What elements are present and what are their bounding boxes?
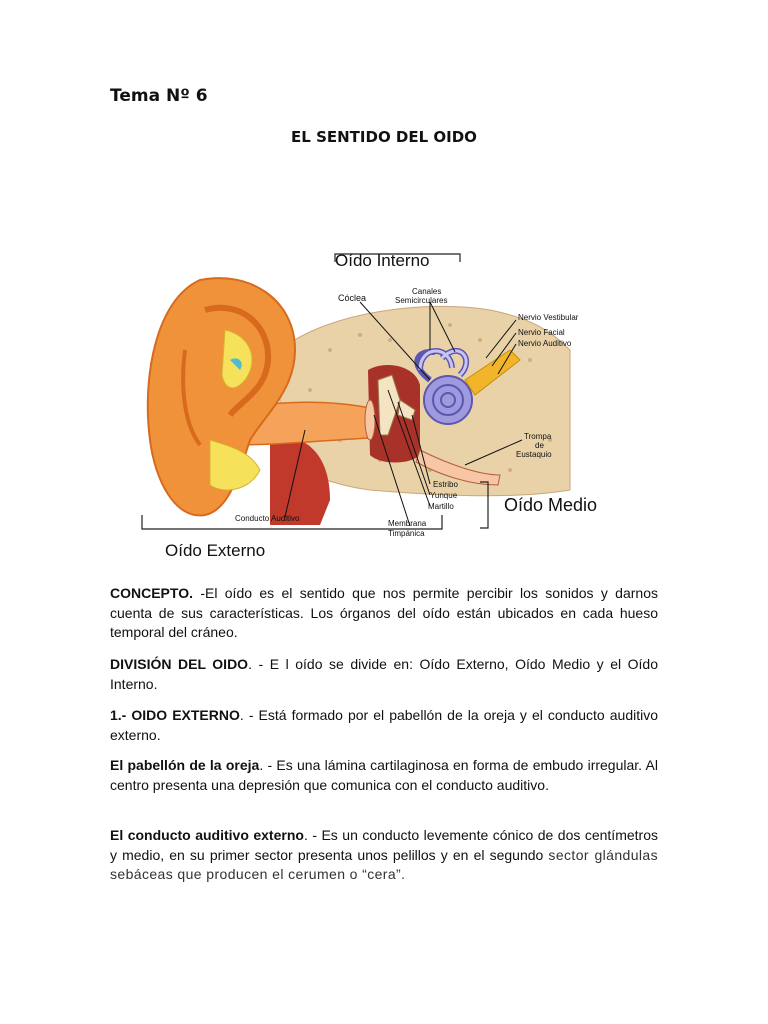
page-title: EL SENTIDO DEL OIDO [291,128,477,146]
paragraph-conducto [110,826,658,885]
label-membrana: Membrana [388,519,427,528]
paragraph-heading: 1.- OIDO EXTERNO [110,707,240,723]
paragraph-text: . - Es una lámina cartilaginosa en forma de embudo irregular. Al centro presenta una depresión que comunica con el conducto auditivo. [110,757,658,793]
paragraph-heading: El conducto auditivo externo [110,827,304,843]
paragraph-text: . - Está formado por el pabellón de la oreja y el conducto auditivo externo. [110,707,658,743]
label-nervio-vestibular: Nervio Vestibular [518,313,579,322]
paragraph-heading: El pabellón de la oreja [110,757,260,773]
label-oido-interno: Oído Interno [335,251,430,270]
paragraph-heading: DIVISIÓN DEL OIDO [110,656,249,672]
label-nervio-facial: Nervio Facial [518,328,565,337]
paragraph-text: . - E l oído se divide en: Oído Externo, Oído Medio y el Oído Interno. [110,656,659,692]
paragraph-division [110,655,658,694]
paragraph-heading: CONCEPTO. [110,585,193,601]
label-eustaquio: Eustaquio [516,450,552,459]
paragraph-oido-externo [110,706,658,745]
label-martillo: Martillo [428,502,454,511]
cochlea [424,376,472,424]
label-semicirculares: Semicirculares [395,296,448,305]
ear-anatomy-diagram [130,240,640,570]
label-coclea: Cóclea [338,293,367,303]
label-conducto-auditivo: Conducto Auditivo [235,514,300,523]
paragraph-text: . - Es un conducto levemente cónico de dos centímetros y medio, en su primer sector presenta unos pelillos y en el segundo [110,827,658,863]
label-timpanica: Timpánica [388,529,425,538]
label-nervio-auditivo: Nervio Auditivo [518,339,572,348]
paragraph-concepto [110,584,658,643]
label-canales: Canales [412,287,442,296]
paragraph-text-continued: sector glándulas sebáceas que producen el cerumen o “cera”. [110,846,658,882]
label-yunque: Yunque [430,491,458,500]
label-oido-medio: Oído Medio [504,495,598,515]
paragraph-text: -El oído es el sentido que nos permite percibir los sonidos y darnos cuenta de sus características. Los órganos del oído están ubicados en cada hueso temporal del cráneo. [110,585,658,640]
label-trompa: Trompa [524,432,552,441]
label-de: de [535,441,544,450]
topic-number: Tema Nº 6 [110,86,208,106]
eardrum [365,400,375,440]
paragraph-pabellon [110,756,658,795]
label-estribo: Estribo [433,480,458,489]
label-oido-externo: Oído Externo [165,541,266,560]
